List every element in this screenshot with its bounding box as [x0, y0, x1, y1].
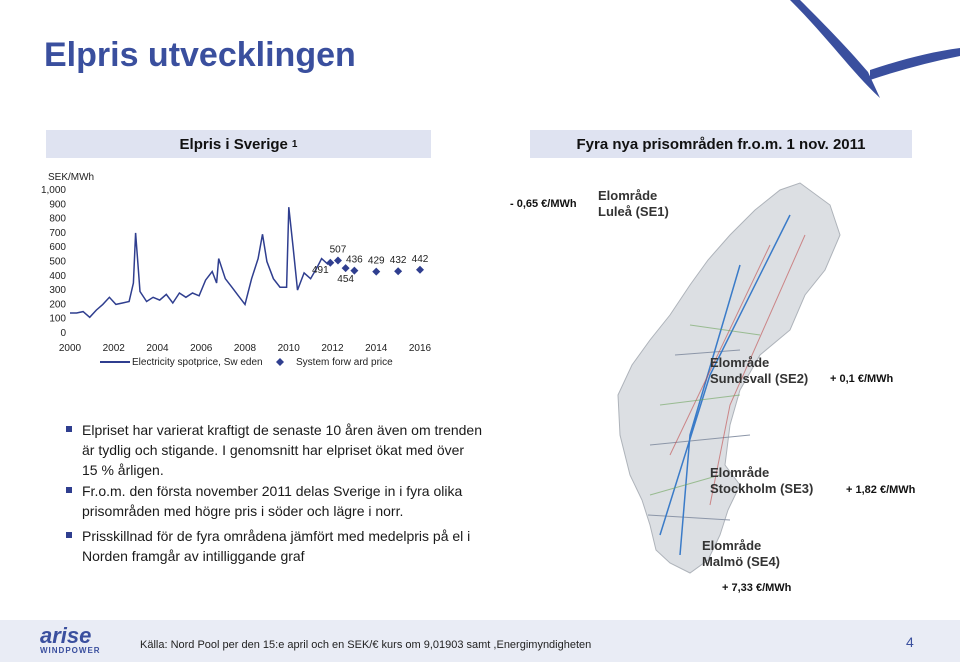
x-tick-label: 2008 [233, 343, 257, 354]
zone-se4-label [702, 538, 780, 570]
forward-price-label: 432 [389, 255, 407, 267]
legend-spotprice-text: Electricity spotprice, Sw eden [132, 357, 263, 368]
zone-se4-price: + 7,33 €/MWh [722, 582, 792, 594]
zone-se3-line2: Stockholm (SE3) [710, 481, 814, 496]
forward-price-label: 436 [346, 254, 363, 266]
forward-price-label: 429 [367, 255, 385, 267]
bullet-marker [66, 487, 72, 493]
bullet-1 [82, 420, 482, 480]
x-tick-label: 2004 [146, 343, 169, 354]
zone-se2-label [710, 355, 808, 387]
legend-forward-swatch [276, 358, 284, 366]
y-tick-label: 900 [49, 199, 66, 211]
forward-price-label: 491 [311, 264, 329, 276]
y-tick-label: 200 [49, 299, 66, 311]
x-tick-label: 2000 [58, 343, 82, 354]
zone-se4-line1: Elområde [702, 538, 762, 553]
x-tick-label: 2010 [277, 343, 300, 354]
forward-price-point [372, 268, 380, 276]
y-tick-label: 400 [49, 270, 66, 282]
price-chart [40, 168, 450, 378]
bullet-1-text: Elpriset har varierat kraftigt de senaste 10 åren även om trenden är tydlig och stigande. I genomsnitt har elpriset ökat med över 15 % årligen. [82, 422, 482, 478]
left-header-text: Elpris i Sverige [179, 135, 288, 153]
page-number: 4 [906, 634, 914, 650]
page-title: Elpris utvecklingen [44, 36, 356, 74]
y-tick-label: 800 [49, 213, 66, 225]
right-header-text: Fyra nya prisområden fr.o.m. 1 nov. 2011 [576, 135, 866, 153]
forward-price-label: 454 [337, 274, 354, 286]
source-note: Källa: Nord Pool per den 15:e april och en SEK/€ kurs om 9,01903 samt ,Energimyndigheten [140, 639, 592, 651]
zone-se3-line1: Elområde [710, 465, 770, 480]
bullet-2-text: Fr.o.m. den första november 2011 delas Sverige in i fyra olika prisområden med högre pris i söder och lägre i norr. [82, 483, 463, 519]
zone-se1-price: - 0,65 €/MWh [510, 198, 577, 210]
x-tick-label: 2002 [102, 343, 125, 354]
zone-se1-label [598, 188, 669, 220]
zone-se2-line2: Sundsvall (SE2) [710, 371, 809, 386]
forward-price-label: 442 [411, 253, 429, 265]
bullet-3-text: Prisskillnad för de fyra områdena jämfört med medelpris på el i Norden framgår av intilliggande graf [82, 528, 471, 564]
left-header-footnote: 1 [291, 138, 298, 150]
zone-se3-price: + 1,82 €/MWh [846, 484, 916, 496]
zone-se2-price: + 0,1 €/MWh [830, 373, 894, 385]
left-header [46, 130, 431, 158]
logo-bottom: WINDPOWER [40, 646, 101, 655]
y-tick-label: 700 [49, 227, 66, 239]
x-tick-label: 2012 [321, 343, 344, 354]
forward-price-point [416, 266, 424, 274]
x-tick-label: 2016 [408, 343, 432, 354]
bullet-2 [82, 481, 482, 521]
forward-price-point [394, 267, 402, 275]
bullet-marker [66, 426, 72, 432]
y-tick-label: 0 [60, 328, 66, 339]
forward-price-point [334, 256, 342, 264]
y-tick-label: 1,000 [40, 185, 66, 196]
zone-se3-label [710, 465, 813, 497]
bullet-3 [82, 526, 482, 566]
zone-se1-line2: Luleå (SE1) [598, 204, 669, 219]
y-tick-label: 300 [49, 285, 66, 297]
y-tick-label: 600 [49, 242, 66, 254]
y-axis-label: SEK/MWh [48, 172, 95, 183]
right-header [530, 130, 912, 158]
zone-se2-line1: Elområde [710, 355, 770, 370]
forward-price-label: 507 [329, 244, 347, 256]
arise-logo [40, 623, 101, 655]
x-tick-label: 2006 [190, 343, 213, 354]
zone-se1-line1: Elområde [598, 188, 658, 203]
y-tick-label: 500 [49, 256, 66, 268]
bullet-marker [66, 532, 72, 538]
logo-top: arise [40, 623, 92, 648]
spotprice-line [70, 207, 328, 317]
zone-se4-line2: Malmö (SE4) [702, 554, 781, 569]
legend-forward-text: System forw ard price [296, 357, 393, 368]
swoosh-decoration [770, 0, 960, 110]
x-tick-label: 2014 [365, 343, 388, 354]
y-tick-label: 100 [49, 313, 66, 325]
